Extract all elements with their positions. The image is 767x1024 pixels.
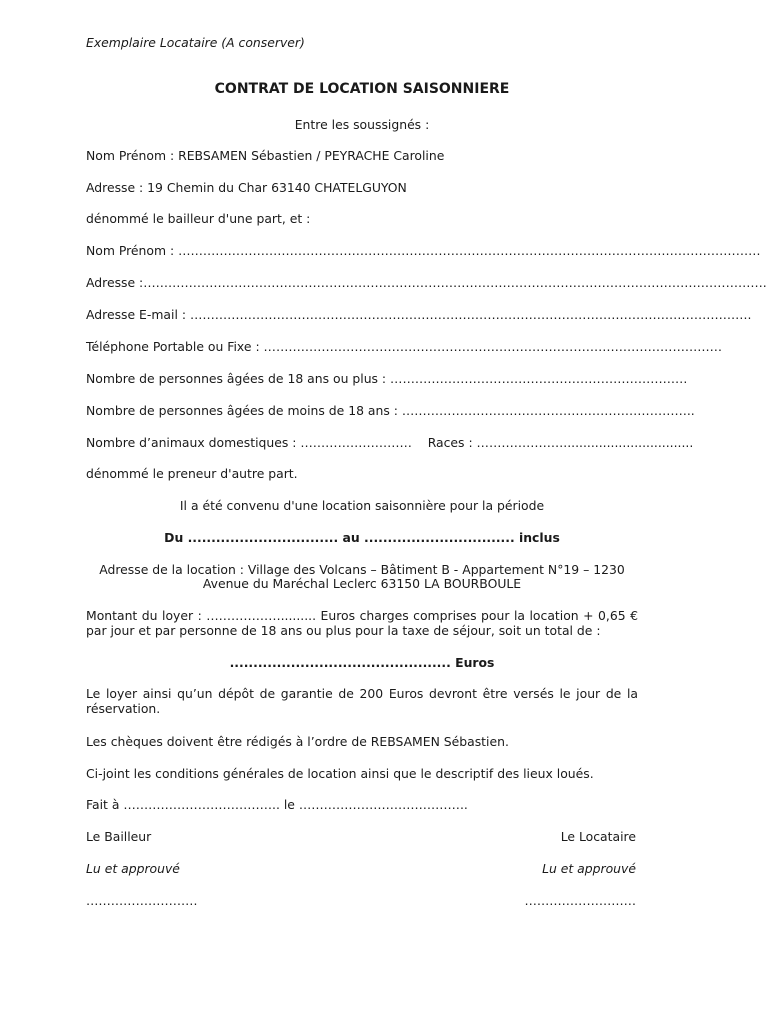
- rent-amount-text: Montant du loyer : ………………......... Euros charges comprises pour la location + 0,65 € par jour et par personne de 18 ans ou plus pour la taxe de séjour, soit un total de :: [86, 608, 638, 638]
- locataire-approval: Lu et approuvé: [542, 861, 636, 876]
- rent-total: ............................................... Euros: [229, 655, 495, 670]
- locataire-signature-line: ………………………: [524, 893, 636, 908]
- preneur-address-field: Adresse :…………………………………………………………………………………………………………………………………….: [86, 275, 767, 290]
- preneur-designation: dénommé le preneur d'autre part.: [86, 466, 298, 481]
- pets-breed-field: Races : ………………….................................: [427, 435, 694, 450]
- locataire-signature-label: Le Locataire: [560, 829, 636, 844]
- bailleur-signature-line: ………………………: [86, 893, 198, 908]
- document-header: Exemplaire Locataire (A conserver): [86, 35, 305, 50]
- place-date-field: Fait à ……………………………….. le …………………………………..: [86, 797, 468, 812]
- pets-row: [86, 435, 694, 450]
- preneur-email-field: Adresse E-mail : ……………………………………………………………………………………………………………………….: [86, 307, 752, 322]
- bailleur-address: Adresse : 19 Chemin du Char 63140 CHATELGUYON: [86, 180, 407, 195]
- bailleur-signature-label: Le Bailleur: [86, 829, 152, 844]
- rental-address-line1: Adresse de la location : Village des Volcans – Bâtiment B - Appartement N°19 – 1230: [99, 562, 625, 577]
- period-intro: Il a été convenu d'une location saisonnière pour la période: [179, 498, 545, 513]
- deposit-text: Le loyer ainsi qu’un dépôt de garantie de 200 Euros devront être versés le jour de la réservation.: [86, 686, 638, 716]
- bailleur-approval: Lu et approuvé: [86, 861, 180, 876]
- bailleur-designation: dénommé le bailleur d'une part, et :: [86, 211, 311, 226]
- preneur-phone-field: Téléphone Portable ou Fixe : …………………………………………………………………………………………………: [86, 339, 723, 354]
- bailleur-name: Nom Prénom : REBSAMEN Sébastien / PEYRACHE Caroline: [86, 148, 445, 163]
- pets-count-field: Nombre d’animaux domestiques : ………………………: [86, 435, 412, 450]
- cheques-text: Les chèques doivent être rédigés à l’ordre de REBSAMEN Sébastien.: [86, 734, 509, 749]
- rental-address-line2: Avenue du Maréchal Leclerc 63150 LA BOURBOULE: [202, 576, 522, 591]
- contract-title: CONTRAT DE LOCATION SAISONNIERE: [214, 81, 510, 97]
- preneur-name-field: Nom Prénom : ……………………………………………………………………………………………………………………………: [86, 243, 761, 258]
- adults-count-field: Nombre de personnes âgées de 18 ans ou plus : ………………………………………………………………: [86, 371, 688, 386]
- minors-count-field: Nombre de personnes âgées de moins de 18 ans : ……………………………………………………………..: [86, 403, 695, 418]
- intro-text: Entre les soussignés :: [294, 117, 430, 132]
- conditions-text: Ci-joint les conditions générales de location ainsi que le descriptif des lieux loués.: [86, 766, 594, 781]
- period-dates: Du ................................ au ................................ inclus: [164, 530, 560, 545]
